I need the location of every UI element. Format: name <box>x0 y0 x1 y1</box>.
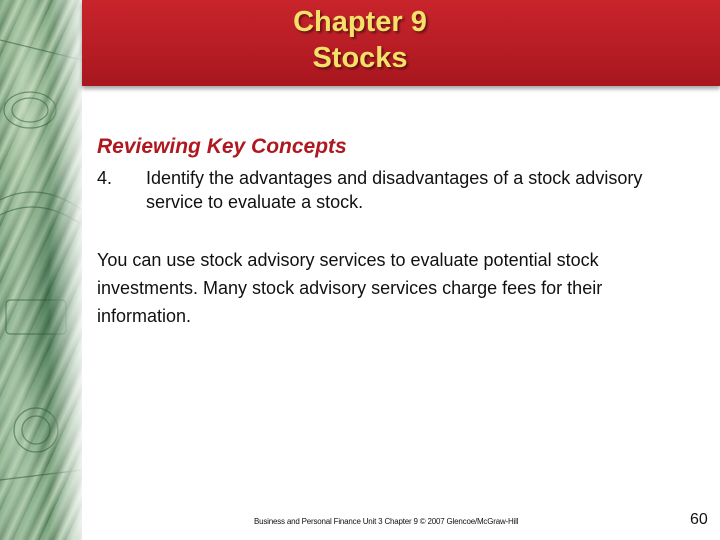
slide-title-line-1: Chapter 9 <box>293 6 427 38</box>
title-header-band <box>82 0 720 86</box>
bill-line-shape <box>0 470 82 480</box>
bill-curve-shape-2 <box>0 207 82 225</box>
money-background-image <box>0 0 82 540</box>
page-number: 60 <box>690 511 708 528</box>
question-number: 4. <box>97 168 113 188</box>
bill-frame-shape <box>6 300 66 334</box>
question-text: Identify the advantages and disadvantages of a stock advisory service to evaluate a stock. <box>146 168 643 212</box>
bill-line-shape-2 <box>0 40 82 60</box>
slide-title <box>82 4 638 76</box>
section-heading: Reviewing Key Concepts <box>97 135 347 158</box>
bill-seal-inner-shape <box>12 98 48 122</box>
answer-paragraph: You can use stock advisory services to evaluate potential stock investments. Many stock advisory services charge fees for their information. <box>97 250 603 326</box>
bill-seal-shape <box>4 92 56 128</box>
footer-citation: Business and Personal Finance Unit 3 Chapter 9 © 2007 Glencoe/McGraw-Hill <box>254 517 519 526</box>
bill-medallion-shape <box>14 408 58 452</box>
currency-pattern-graphic <box>0 0 82 540</box>
bill-curve-shape <box>0 192 82 210</box>
slide-title-line-2: Stocks <box>312 42 408 74</box>
bill-medallion-inner-shape <box>22 416 50 444</box>
